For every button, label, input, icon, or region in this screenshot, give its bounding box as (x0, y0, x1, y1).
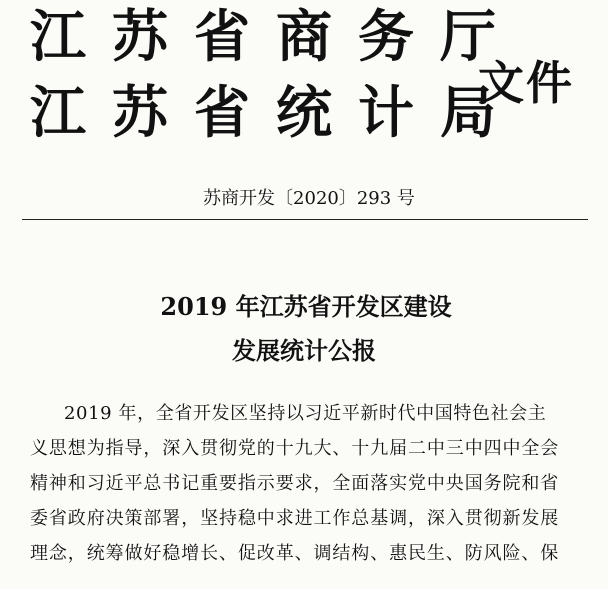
header-divider (22, 219, 588, 220)
document-number: 苏商开发〔2020〕293 号 (203, 188, 415, 209)
issuing-agency-commerce: 江苏省商务厅 (30, 5, 522, 70)
document-title-line-2: 发展统计公报 (232, 336, 376, 365)
document-title-line-1: 2019 年江苏省开发区建设 (160, 292, 452, 321)
body-paragraph-line: 义思想为指导，深入贯彻党的十九大、十九届二中三中四中全会 (30, 438, 560, 459)
body-paragraph-line: 精神和习近平总书记重要指示要求，全面落实党中央国务院和省 (30, 473, 560, 494)
document-label: 文件 (478, 56, 574, 110)
body-paragraph-line: 委省政府决策部署，坚持稳中求进工作总基调，深入贯彻新发展 (30, 508, 560, 529)
issuing-agency-statistics: 江苏省统计局 (30, 81, 522, 146)
body-paragraph-line: 理念，统筹做好稳增长、促改革、调结构、惠民生、防风险、保 (30, 543, 560, 564)
body-paragraph-line: 2019 年，全省开发区坚持以习近平新时代中国特色社会主 (64, 403, 547, 424)
